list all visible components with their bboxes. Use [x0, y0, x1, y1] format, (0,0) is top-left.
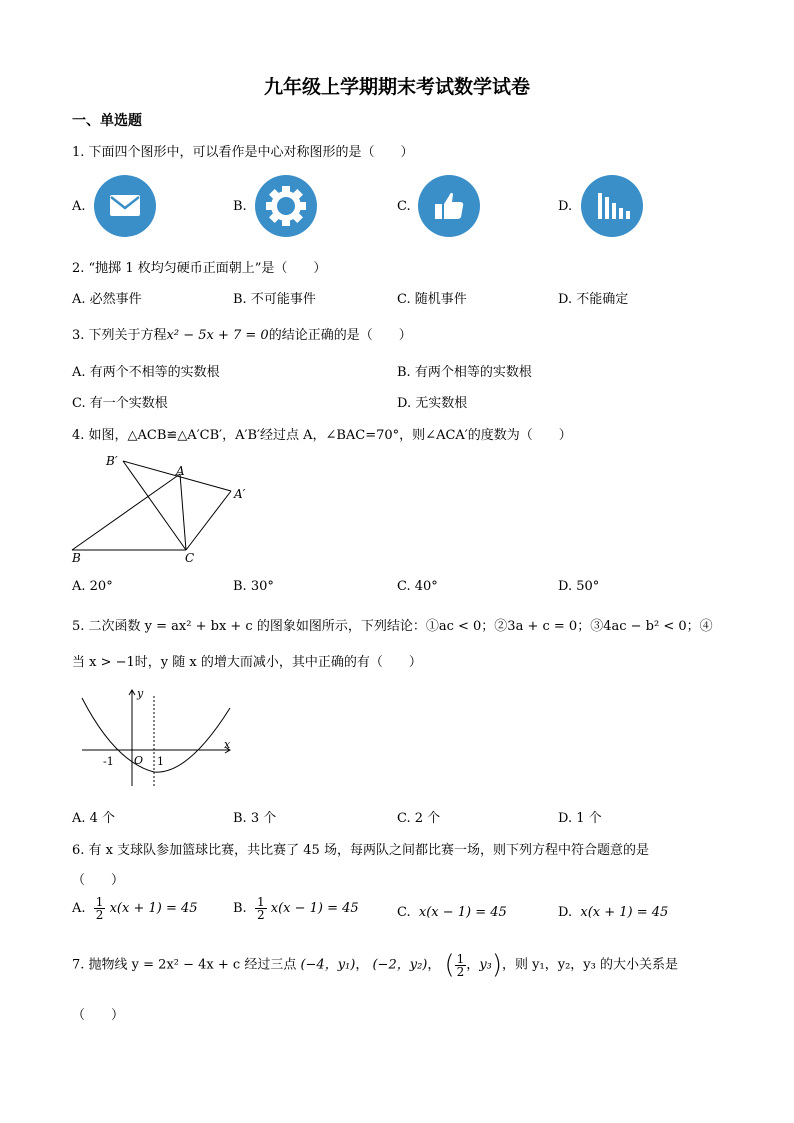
- q4-label-b: B: [72, 551, 81, 565]
- page-title: 九年级上学期期末考试数学试卷: [263, 76, 530, 98]
- q2-option-c: C. 随机事件: [397, 292, 467, 307]
- bar-chart-icon: [581, 175, 643, 237]
- q7-point-3-y: y₃: [479, 957, 492, 973]
- section-heading: 一、单选题: [72, 113, 142, 129]
- question-6-stem-line1: 6. 有 x 支球队参加篮球比赛，共比赛了 45 场，每两队之间都比赛一场，则下列方程中符合题意的是: [72, 843, 649, 858]
- question-5-stem-line1: 5. 二次函数 y = ax² + bx + c 的图象如图所示，下列结论：①ac < 0；②3a + c = 0；③4ac − b² < 0；④: [72, 619, 713, 634]
- q5-tick-neg1: -1: [103, 755, 114, 768]
- q7-point-1: (−4，y₁): [300, 957, 356, 973]
- q2-option-b: B. 不可能事件: [233, 292, 316, 307]
- q6-option-c-letter: C.: [397, 905, 411, 920]
- q7-point-3-fraction: [455, 953, 467, 978]
- q5-option-a: A. 4 个: [72, 811, 116, 826]
- q3-option-b: B. 有两个相等的实数根: [397, 365, 532, 380]
- q5-axis-x-label: x: [224, 738, 231, 751]
- q5-option-d: D. 1 个: [558, 811, 602, 826]
- q6-option-d-expr: x(x + 1) = 45: [580, 905, 669, 920]
- q7-point-3-frac-den: 2: [456, 964, 465, 979]
- q1-option-d-label: D.: [558, 199, 573, 214]
- q2-option-a: A. 必然事件: [72, 292, 142, 307]
- q3-stem-prefix: 3. 下列关于方程: [72, 328, 167, 343]
- q6-option-a: [72, 896, 198, 921]
- q7-point-3-left-paren: (: [444, 950, 455, 980]
- q7-point-2: (−2，y₂): [372, 957, 428, 973]
- q7-point-3-right-paren: ): [491, 950, 503, 980]
- q5-parabola-graph: [70, 682, 240, 792]
- question-1-stem: 1. 下面四个图形中，可以看作是中心对称图形的是（ ）: [72, 145, 414, 160]
- q4-option-a: A. 20°: [72, 579, 113, 594]
- question-7-stem-line2: （ ）: [72, 1008, 125, 1023]
- q4-label-c: C: [185, 551, 195, 565]
- q5-origin-label: O: [134, 754, 144, 767]
- q5-option-b: B. 3 个: [233, 811, 277, 826]
- q3-option-d: D. 无实数根: [397, 396, 468, 411]
- question-2-stem: 2. “抛掷 1 枚均匀硬币正面朝上”是（ ）: [72, 261, 327, 276]
- thumbs-up-icon: [418, 175, 480, 237]
- q6-option-b-expr: x(x − 1) = 45: [270, 901, 359, 916]
- q7-stem-b: ，则 y₁，y₂，y₃ 的大小关系是: [502, 957, 678, 973]
- q6-option-b: [233, 896, 359, 921]
- q6-option-b-letter: B.: [233, 901, 247, 916]
- q5-option-c: C. 2 个: [397, 811, 441, 826]
- q3-equation: x² − 5x + 7 = 0: [166, 328, 269, 343]
- q2-option-d: D. 不能确定: [558, 292, 629, 307]
- q7-point-3-frac-num: 1: [456, 951, 465, 966]
- question-6-stem-line2: （ ）: [72, 873, 125, 888]
- q7-stem-a: 7. 抛物线 y = 2x² − 4x + c 经过三点: [72, 957, 297, 973]
- q4-option-b: B. 30°: [233, 579, 274, 594]
- q6-option-b-frac-num: 1: [256, 895, 265, 909]
- gear-icon: [255, 175, 317, 237]
- question-7-stem: 7. 抛物线 y = 2x² − 4x + c 经过三点 (−4，y₁)， (−2，y₂)， ( $\frac{1}{2}$ ，y₃)，则 y₁，y₂，y₃ 的大小关系是: [72, 950, 678, 980]
- q6-option-b-fraction: [255, 896, 267, 921]
- question-3-stem: [72, 324, 412, 343]
- q5-tick-1: 1: [157, 755, 164, 768]
- question-5-stem-line2: 当 x > −1时，y 随 x 的增大而减小，其中正确的有（ ）: [72, 655, 422, 670]
- q6-option-a-frac-num: 1: [95, 895, 104, 909]
- q6-option-a-letter: A.: [72, 901, 86, 916]
- q3-option-a: A. 有两个不相等的实数根: [72, 365, 220, 380]
- q5-axis-y-label: y: [137, 687, 144, 700]
- q6-option-a-fraction: [94, 896, 106, 921]
- q4-option-d: D. 50°: [558, 579, 600, 594]
- q6-option-a-frac-den: 2: [95, 908, 104, 922]
- q4-triangle-figure: [60, 448, 280, 568]
- q6-option-a-expr: x(x + 1) = 45: [109, 901, 198, 916]
- q4-label-b-prime: B′: [106, 454, 118, 468]
- q6-option-d: [558, 905, 668, 920]
- q3-option-c: C. 有一个实数根: [72, 396, 168, 411]
- q3-stem-suffix: 的结论正确的是（ ）: [268, 328, 412, 343]
- q4-option-c: C. 40°: [397, 579, 438, 594]
- q1-option-a-label: A.: [72, 199, 86, 214]
- question-4-stem: 4. 如图，△ACB≌△A′CB′，A′B′经过点 A，∠BAC=70°，则∠ACA′的度数为（ ）: [72, 428, 572, 443]
- q6-option-c: [397, 905, 507, 920]
- q1-option-b-label: B.: [233, 199, 247, 214]
- q6-option-c-expr: x(x − 1) = 45: [418, 905, 507, 920]
- q1-option-c-label: C.: [397, 199, 411, 214]
- q6-option-d-letter: D.: [558, 905, 573, 920]
- q4-label-a: A: [176, 464, 185, 478]
- q6-option-b-frac-den: 2: [256, 908, 265, 922]
- envelope-icon: [94, 175, 156, 237]
- q4-label-a-prime: A′: [234, 487, 246, 501]
